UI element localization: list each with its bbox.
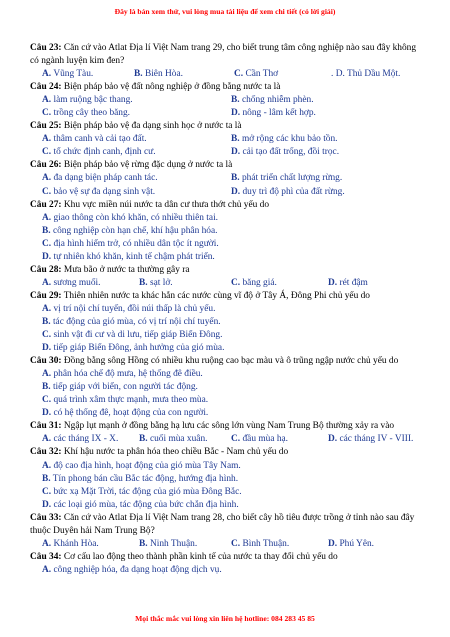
options-row: [30, 277, 427, 290]
option-a: A. sương muối.: [42, 277, 101, 288]
option-b: B. sạt lở.: [139, 277, 173, 288]
question-30: Câu 30: Đồng bằng sông Hồng có nhiều khu ruộng cao bạc màu và ô trũng ngập nước chủ yếu do: [30, 356, 399, 367]
option-d: D. tiếp giáp Biển Đông, ảnh hưởng của gió mùa.: [42, 343, 225, 354]
option-b: B. tiếp giáp với biển, con người tác động.: [42, 382, 198, 393]
option-a: A. vị trí nội chí tuyến, đồi núi thấp là chủ yếu.: [42, 303, 216, 314]
question-25: Câu 25: Biện pháp bảo vệ đa dạng sinh học ở nước ta là: [30, 121, 242, 132]
option-b: B. chống nhiễm phèn.: [231, 95, 314, 106]
option-d: D. rét đậm: [328, 277, 368, 288]
option-d: D. các tháng IV - VIII.: [328, 434, 414, 445]
question-text: Căn cứ vào Atlat Địa lí Việt Nam trang 29, cho biết trung tâm công nghiệp nào sau đây không có ngành luyện kim đen?: [30, 43, 417, 67]
option-b: B. Ninh Thuận.: [139, 538, 198, 549]
option-c: C. trồng cây theo băng.: [42, 108, 131, 119]
options-row: [30, 107, 427, 120]
question-label: Câu 23:: [30, 43, 62, 53]
option-d: D. nông - lâm kết hợp.: [231, 108, 316, 119]
option-d: D. Phú Yên.: [328, 538, 375, 549]
option-b: B. phát triển chất lượng rừng.: [231, 173, 343, 184]
option-b: B. tác động của gió mùa, có vị trí nội chí tuyến.: [42, 316, 221, 327]
option-c: C. quá trình xâm thực mạnh, mưa theo mùa.: [42, 395, 209, 406]
options-row: [30, 68, 427, 81]
option-d: . D. Thủ Dầu Một.: [331, 69, 401, 80]
option-a: A. Vũng Tàu.: [42, 69, 94, 80]
option-a: A. các tháng IX - X.: [42, 434, 119, 445]
option-d: D. các loại gió mùa, tác động của bức chắn địa hình.: [42, 499, 239, 510]
question-29: Câu 29: Thiên nhiên nước ta khác hẳn các nước cùng vĩ độ ở Tây Á, Đông Phi chủ yếu do: [30, 290, 370, 301]
option-c: C. Cần Thơ: [234, 69, 279, 80]
options-row: [30, 172, 427, 185]
options-row: [30, 94, 427, 107]
options-row: [30, 146, 427, 159]
options-row: [30, 433, 427, 446]
question-31: Câu 31: Ngập lụt mạnh ở đồng bằng hạ lưu các sông lớn vùng Nam Trung Bộ thường xảy ra vào: [30, 421, 395, 432]
option-c: C. băng giá.: [231, 277, 277, 288]
option-b: B. công nghiệp còn hạn chế, khí hậu phân hóa.: [42, 225, 218, 236]
option-a: A. độ cao địa hình, hoạt động của gió mùa Tây Nam.: [42, 460, 241, 471]
question-34: Câu 34: Cơ cấu lao động theo thành phần kinh tế của nước ta thay đổi chủ yếu do: [30, 551, 338, 562]
option-a: A. thâm canh và cải tạo đất.: [42, 134, 147, 145]
question-24: Câu 24: Biện pháp bảo vệ đất nông nghiệp ở đồng bằng nước ta là: [30, 82, 281, 93]
option-a: A. Khánh Hòa.: [42, 538, 99, 549]
question-27: Câu 27: Khu vực miền núi nước ta dân cư thưa thớt chủ yếu do: [30, 199, 270, 210]
option-a: A. làm ruộng bậc thang.: [42, 95, 133, 106]
option-b: B. cuối mùa xuân.: [139, 434, 208, 445]
question-26: Câu 26: Biện pháp bảo vệ rừng đặc dụng ở nước ta là: [30, 160, 233, 171]
question-28: Câu 28: Mưa bão ở nước ta thường gây ra: [30, 264, 190, 275]
option-a: A. đa dạng biện pháp canh tác.: [42, 173, 158, 184]
option-b: B. Tín phong bán cầu Bắc tác động, hướng địa hình.: [42, 473, 239, 484]
option-c: C. bảo vệ sự đa dạng sinh vật.: [42, 186, 156, 197]
option-d: D. duy trì độ phì của đất rừng.: [231, 186, 345, 197]
question-33: Câu 33: Căn cứ vào Atlat Địa lí Việt Nam trang 28, cho biết cây hồ tiêu được trồng ở tỉnh nào sau đây thuộc Duyên hải Nam Trung Bộ?: [30, 512, 415, 536]
option-c: C. Bình Thuận.: [231, 538, 290, 549]
option-c: C. sinh vật đi cư và di lưu, tiếp giáp Biển Đông.: [42, 330, 223, 341]
option-a: A. phân hóa chế độ mưa, hệ thống đê điều.: [42, 369, 203, 380]
option-d: D. cải tạo đất trống, đồi trọc.: [231, 147, 340, 158]
option-d: D. có hệ thống đê, hoạt động của con người.: [42, 408, 209, 419]
options-row: [30, 133, 427, 146]
option-d: D. tự nhiên khó khăn, kinh tế chậm phát triển.: [42, 251, 215, 262]
options-row: [30, 538, 427, 551]
option-c: C. địa hình hiểm trở, có nhiều dân tộc ít người.: [42, 238, 219, 249]
hotline-footer: Mọi thắc mắc vui lòng xin liên hệ hotline: 084 283 45 85: [135, 614, 315, 623]
options-row: [30, 186, 427, 199]
option-c: C. đầu mùa hạ.: [231, 434, 289, 445]
option-b: B. mở rộng các khu bảo tồn.: [231, 134, 338, 145]
question-list: [30, 42, 427, 577]
option-a: A. công nghiệp hóa, đa dạng hoạt động dịch vụ.: [42, 564, 222, 575]
preview-banner: Đây là bản xem thử, vui lòng mua tài liệu để xem chi tiết (có lời giải): [114, 7, 336, 16]
option-c: C. tổ chức định canh, định cư.: [42, 147, 156, 158]
question-32: Câu 32: Khí hậu nước ta phân hóa theo chiều Bắc - Nam chủ yếu do: [30, 447, 289, 458]
option-c: C. bức xạ Mặt Trời, tác động của gió mùa Đông Bắc.: [42, 486, 242, 497]
question-23: [30, 42, 427, 68]
option-b: B. Biên Hòa.: [134, 69, 183, 80]
option-a: A. giao thông còn khó khăn, có nhiều thiên tai.: [42, 212, 219, 223]
